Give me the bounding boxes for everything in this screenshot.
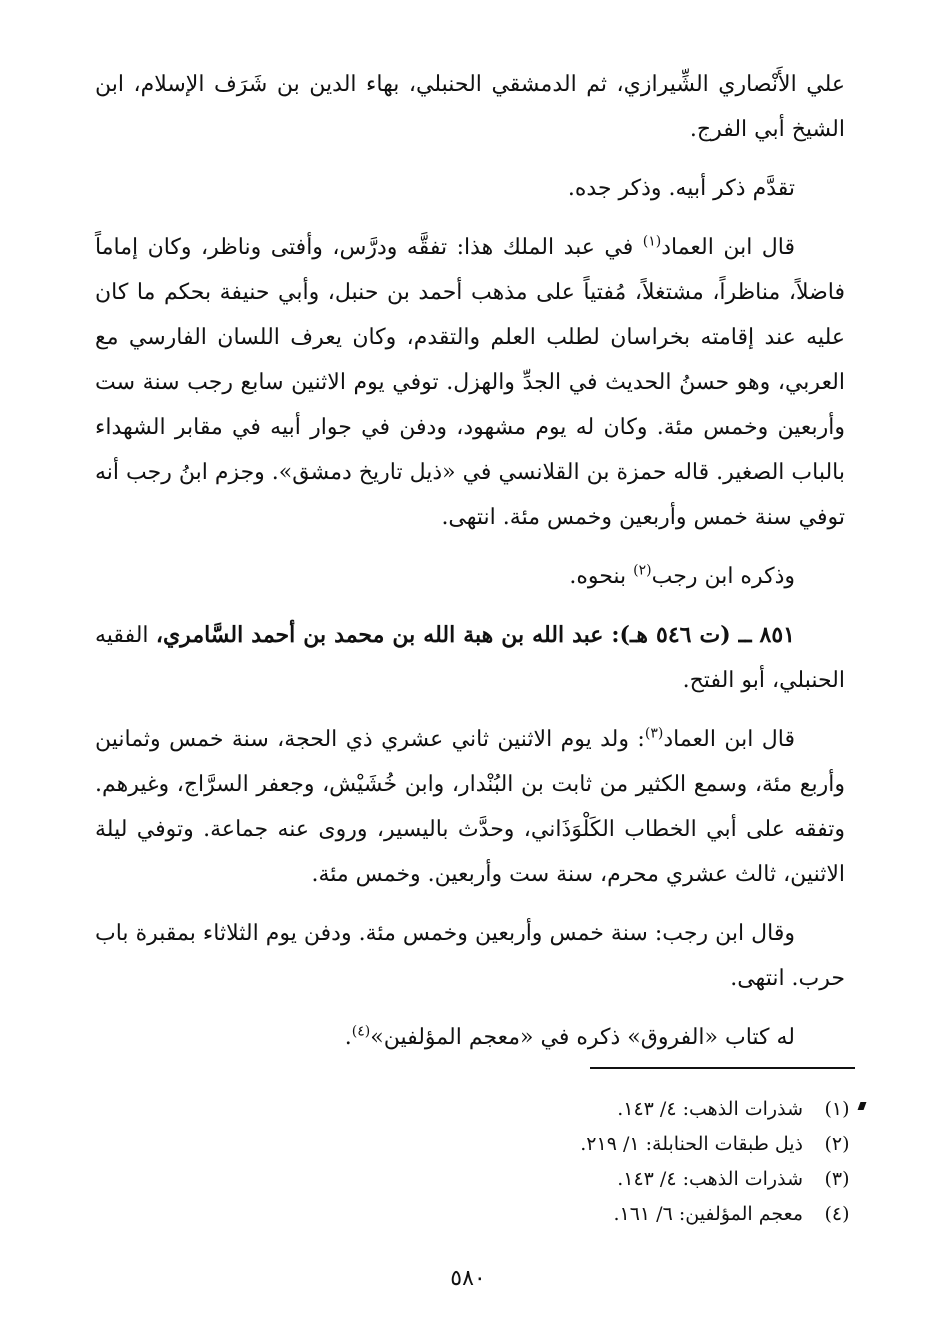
footnote-2-number: (٢) xyxy=(824,1133,850,1155)
paragraph-3-text: في عبد الملك هذا: تفقَّه ودرَّس، وأفتى وناظر، وكان إماماً فاضلاً، مناظراً، مشتغلاً، مُفتياً على مذهب أحمد بن حنبل، وأبي حنيفة بحكم ما كان عليه عند إقامته بخراسان لطلب العلم والتقدم، وكان يعرف اللسان الفارسي مع العربي، وهو حسنُ الحديث في الجدِّ والهزل. توفي يوم الاثنين سابع رجب سنة ست وأربعين وخمس مئة. وكان له يوم مشهود، ودفن في جوار أبيه في مقابر الشهداء بالباب الصغير. قاله حمزة بن القلانسي في «ذيل تاريخ دمشق». وجزم ابنُ رجب أنه توفي سنة خمس وأربعين وخمس مئة. انتهى. xyxy=(95,235,845,530)
ink-mark xyxy=(858,1102,867,1110)
footnotes xyxy=(400,1092,855,1232)
paragraph-4-lead: وذكره ابن رجب xyxy=(651,564,795,589)
footnote-ref-2: (٢) xyxy=(633,562,652,579)
page-number: ٥٨٠ xyxy=(450,1266,486,1291)
paragraph-2-text: تقدَّم ذكر أبيه. وذكر جده. xyxy=(567,176,795,201)
paragraph-4 xyxy=(95,554,845,599)
paragraph-6-lead: قال ابن العماد xyxy=(663,727,796,752)
paragraph-8 xyxy=(95,1015,845,1060)
paragraph-7 xyxy=(95,911,845,1001)
footnote-4-number: (٤) xyxy=(824,1203,850,1225)
entry-heading-tail: الفقيه الحنبلي، أبو الفتح. xyxy=(95,623,845,693)
paragraph-6-text: : ولد يوم الاثنين ثاني عشري ذي الحجة، سنة خمس وثمانين وأربع مئة، وسمع الكثير من ثابت بن البُنْدار، وابن خُشَيْش، وجعفر السرَّاج، وغيرهم. وتفقه على أبي الخطاب الكَلْوَذَاني، وحدَّث باليسير، وروى عنه جماعة. وتوفي ليلة الاثنين، ثالث عشري محرم، سنة ست وأربعين. وخمس مئة. xyxy=(95,727,845,887)
footnote-ref-1: (١) xyxy=(642,233,662,250)
footnote-ref-3: (٣) xyxy=(644,725,664,742)
entry-heading-paragraph xyxy=(95,613,845,703)
paragraph-1 xyxy=(95,62,845,152)
paragraph-2 xyxy=(95,166,845,211)
paragraph-3 xyxy=(95,225,845,540)
footnote-2 xyxy=(400,1127,855,1162)
footnote-4-text: معجم المؤلفين: ٦/ ١٦١. xyxy=(613,1203,803,1225)
footnote-1 xyxy=(400,1092,855,1127)
footnote-1-text: شذرات الذهب: ٤/ ١٤٣. xyxy=(617,1098,803,1120)
paragraph-3-lead: قال ابن العماد xyxy=(661,235,795,260)
footnote-2-text: ذيل طبقات الحنابلة: ١/ ٢١٩. xyxy=(580,1133,803,1155)
footnote-3-number: (٣) xyxy=(824,1168,850,1190)
footnote-ref-4: (٤) xyxy=(351,1023,371,1040)
paragraph-1-text: علي الأَنْصاري الشِّيرازي، ثم الدمشقي الحنبلي، بهاء الدين بن شَرَف الإسلام، ابن الشيخ أبي الفرج. xyxy=(95,72,845,142)
paragraph-7-text: وقال ابن رجب: سنة خمس وأربعين وخمس مئة. ودفن يوم الثلاثاء بمقبرة باب حرب. انتهى. xyxy=(95,921,845,991)
footnote-1-number: (١) xyxy=(824,1098,850,1120)
footnote-3 xyxy=(400,1162,855,1197)
paragraph-6 xyxy=(95,717,845,897)
footnote-3-text: شذرات الذهب: ٤/ ١٤٣. xyxy=(617,1168,803,1190)
paragraph-4-text: بنحوه. xyxy=(569,564,634,589)
footnote-divider xyxy=(590,1067,855,1069)
main-text xyxy=(95,62,845,1074)
entry-heading: ٨٥١ ــ (ت ٥٤٦ هـ): عبد الله بن هبة الله بن محمد بن أحمد السَّامري، xyxy=(155,622,795,648)
paragraph-8-text: . xyxy=(344,1025,352,1050)
paragraph-8-lead: له كتاب «الفروق» ذكره في «معجم المؤلفين» xyxy=(370,1025,795,1050)
footnote-4 xyxy=(400,1197,855,1232)
